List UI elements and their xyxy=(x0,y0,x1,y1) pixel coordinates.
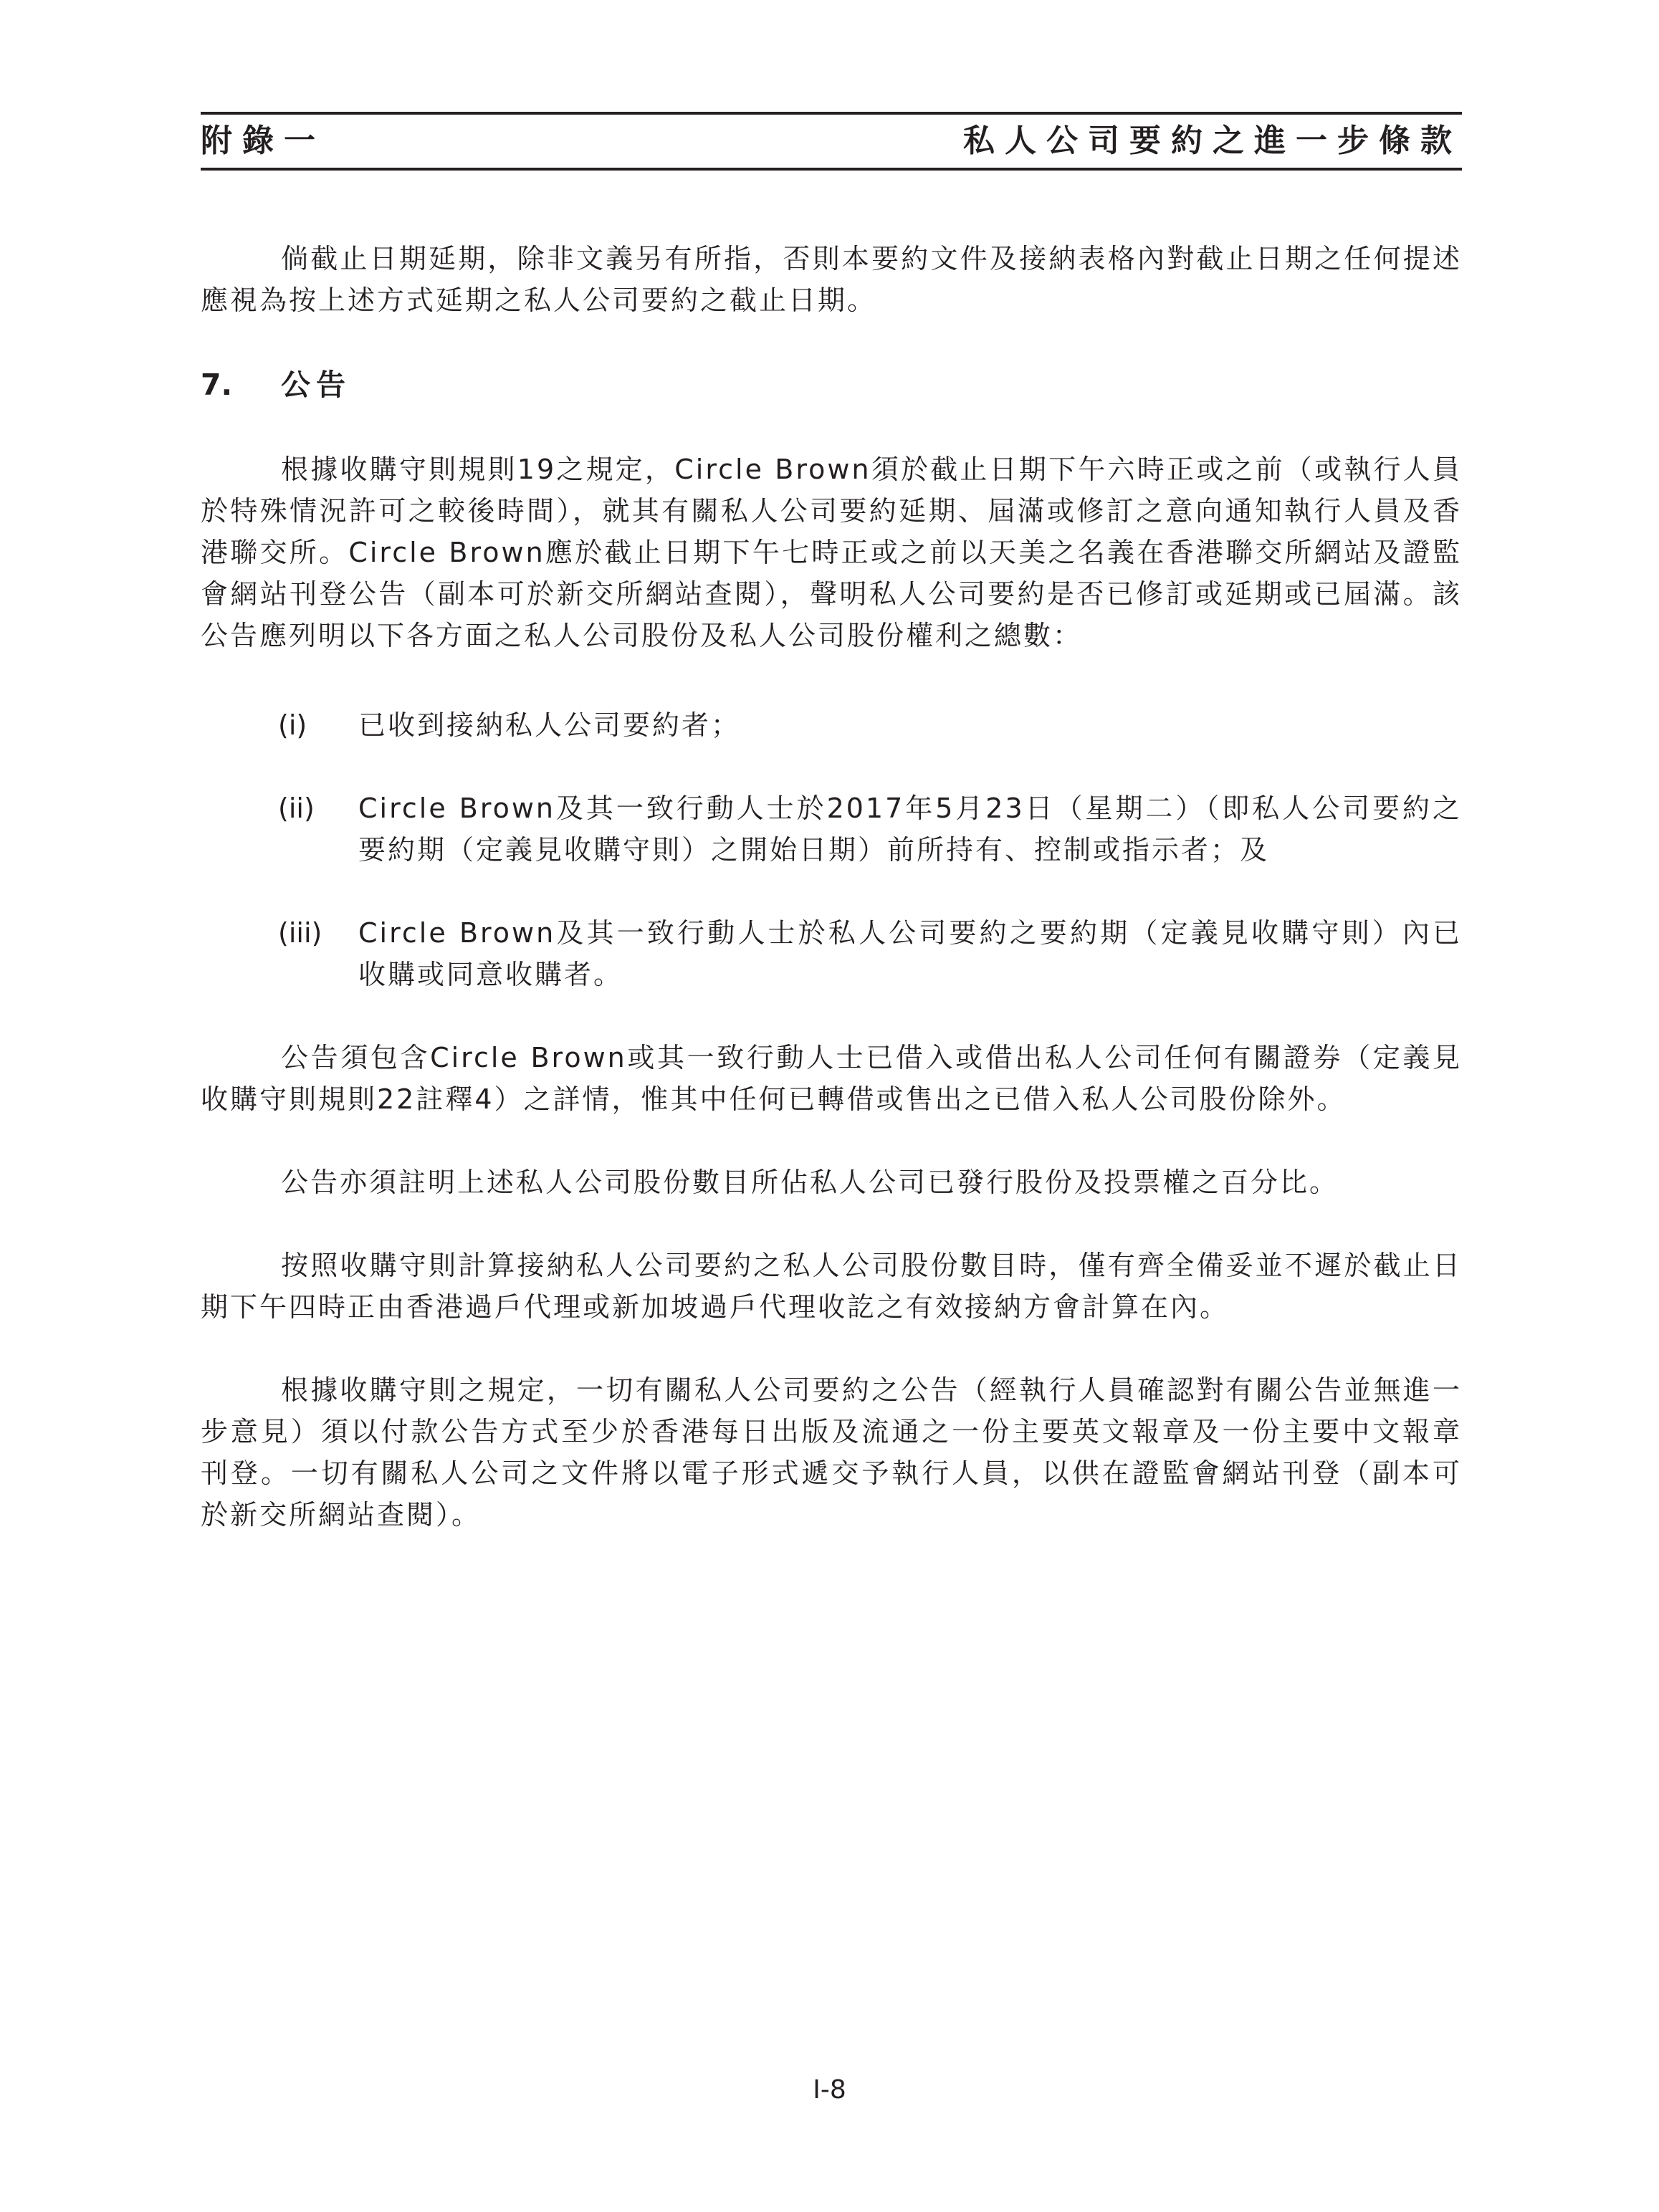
list-item-marker: (i) xyxy=(278,709,307,741)
announcement-paragraph: 根據收購守則規則19之規定，Circle Brown須於截止日期下午六時正或之前（或執行人員於特殊情況許可之較後時間），就其有關私人公司要約延期、屆滿或修訂之意向通知執行人員及香港聯交所。Circle Brown應於截止日期下午七時正或之前以天美之名義在香港聯交所網站及證監會網站刊登公告（副本可於新交所網站查閱），聲明私人公司要約是否已修訂或延期或已屆滿。該公告應列明以下各方面之私人公司股份及私人公司股份權利之總數： xyxy=(201,454,1462,651)
securities-lending-paragraph: 公告須包含Circle Brown或其一致行動人士已借入或借出私人公司任何有關證券（定義見收購守則規則22註釋4）之詳情，惟其中任何已轉借或售出之已借入私人公司股份除外。 xyxy=(201,1042,1462,1115)
intro-paragraph: 倘截止日期延期，除非文義另有所指，否則本要約文件及接納表格內對截止日期之任何提述應視為按上述方式延期之私人公司要約之截止日期。 xyxy=(201,243,1462,316)
header-top-rule xyxy=(201,112,1462,115)
list-item xyxy=(278,787,1462,871)
acceptance-count-paragraph: 按照收購守則計算接納私人公司要約之私人公司股份數目時，僅有齊全備妥並不遲於截止日期下午四時正由香港過戶代理或新加坡過戶代理收訖之有效接納方會計算在內。 xyxy=(201,1250,1462,1323)
list-item-marker: (ii) xyxy=(278,793,315,824)
publication-paragraph: 根據收購守則之規定，一切有關私人公司要約之公告（經執行人員確認對有關公告並無進一步意見）須以付款公告方式至少於香港每日出版及流通之一份主要英文報章及一份主要中文報章刊登。一切有關私人公司之文件將以電子形式遞交予執行人員，以供在證監會網站刊登（副本可於新交所網站查閱）。 xyxy=(201,1374,1462,1531)
list-item-text: 已收到接納私人公司要約者； xyxy=(358,709,741,741)
appendix-title: 私人公司要約之進一步條款 xyxy=(963,123,1462,159)
list-item-marker: (iii) xyxy=(278,917,322,949)
page-number: I-8 xyxy=(813,2075,846,2105)
percentage-paragraph: 公告亦須註明上述私人公司股份數目所佔私人公司已發行股份及投票權之百分比。 xyxy=(281,1167,1339,1198)
section-number: 7. xyxy=(201,368,233,402)
appendix-label: 附錄一 xyxy=(201,123,325,159)
list-item xyxy=(278,704,1462,746)
list-item xyxy=(278,912,1462,995)
running-header xyxy=(201,120,1462,162)
section-title: 公告 xyxy=(281,368,351,402)
list-item-text: Circle Brown及其一致行動人士於私人公司要約之要約期（定義見收購守則）內已收購或同意收購者。 xyxy=(358,917,1462,990)
list-item-text: Circle Brown及其一致行動人士於2017年5月23日（星期二）（即私人公司要約之要約期（定義見收購守則）之開始日期）前所持有、控制或指示者；及 xyxy=(358,793,1462,866)
header-bottom-rule xyxy=(201,168,1462,171)
